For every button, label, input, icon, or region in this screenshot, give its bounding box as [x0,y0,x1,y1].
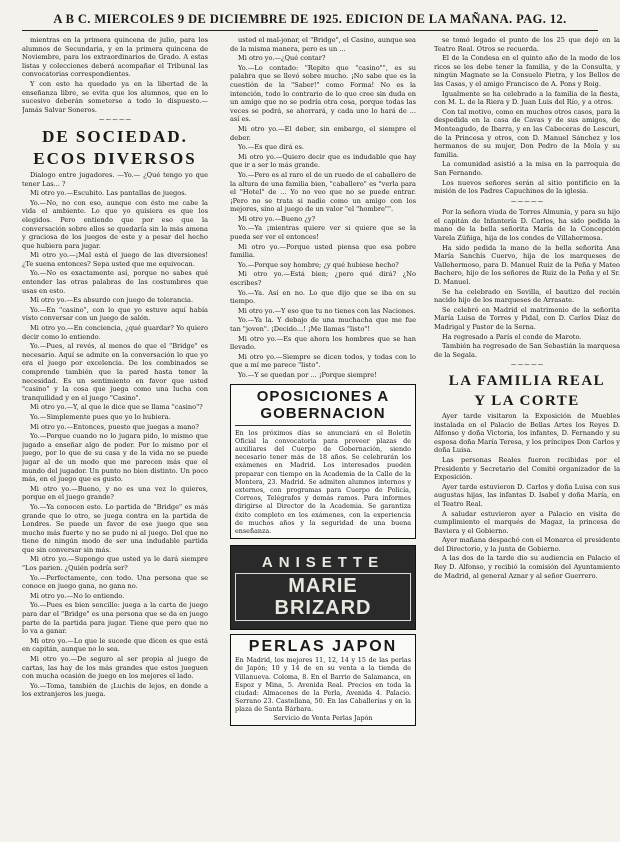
paragraph: Se ha celebrado en Sevilla, el bautizo del recién nacido hijo de los marqueses de Arrasate. [434,287,620,305]
paragraph: Yo.—Lo contado: "Repito que "casino"", es su palabra que se llevó sobre mucho. ¡No sabe que es la cuestión de la "Saber!" como Forma! No es la intención, todo lo contrario de lo que cree sin duda en un amigo que no se podría otra cosa, porque todas las veces se podrá, se ahorrará, y cada uno lo hará de ... así es. [230,63,416,124]
paragraph: Yo.—Ya. Así en no. Lo que dijo que se iba en su tiempo. [230,288,416,306]
paragraph: Mi otro yo.—Siempre se dicen todos, y todas con lo que a mí me parece "listo". [230,352,416,370]
paragraph: Yo.—Pues, al revés, al menos de que el "Bridge" es necesario. Aquí se admite en la conversación lo que yo era el juego por excelencia. De los combinados se comprende también que la pared hasta tener la necesidad. Es un sentimiento en favor que usted "casino" y la cosa que juega como una lucha con tranquilidad y en el juego "Casino". [22,342,208,402]
paragraph: Con tal motivo, como en muchos otros casos, para la despedida en la casa de Cavas y de sus amigos, de Monteagudo, de Ibarra, y en las Cabeceras de Lescuri, de la Princesa y otros, con D. Manuel Sánchez y los hermanos de su mujer, Don Pedro de la Mola y su familia. [434,107,620,159]
section-subtitle: ECOS DIVERSOS [33,148,197,168]
paragraph: Mi otro yo.—Y, al que le dice que se llama "casino"? [30,403,203,412]
paragraph: Yo.—Porque soy hombre; ¿y qué hubiese hecho? [238,260,399,269]
paragraph: Las personas Reales fueron recibidas por el Presidente y Secretario del Comité organizador de la Exposición. [434,455,620,482]
paragraph: También ha regresado de San Sebastián la marquesa de la Segala. [434,342,620,359]
paragraph: Mi otro yo.—¡Mal está el juego de las diversiones! ¿Te suena entonces? Sepa usted que me equivocan. [22,251,208,268]
paragraph: Mi otro yo.—Está bien; ¿pero qué dirá? ¿No escribes? [230,270,416,288]
paragraph: Mi otro yo.—En conciencia, ¿qué guardar? Yo quiero decir como lo entiendo. [22,324,208,341]
section-subtitle-royal: Y LA CORTE [474,392,580,409]
ad-perlas [230,634,416,726]
ornament-divider: ~~~~~ [98,115,132,125]
paragraph: Yo.—Toma, también de ¡Luchis de lejos, en donde a los extranjeros les juega. [22,681,208,699]
paragraph: Mi otro yo.—Lo que le sucede que dicen es que está en capitán, aunque no lo sea. [22,636,208,654]
paragraph: Se celebró en Madrid el matrimonio de la señorita María Luisa de Torres y Pidal, con D. Carlos Díaz de Madrigal y Pastor de la Serna. [434,305,620,331]
ad-anisette-line2: MARIE BRIZARD [235,573,411,621]
paragraph: Ayer tarde estuvieron D. Carlos y doña Luisa con sus augustas hijas, las infantas D. Isabel y doña María, en el Teatro Real. [434,482,620,508]
ad-divider [235,425,411,426]
ornament-divider: ~~~~~ [510,196,544,206]
paragraph: Mi otro yo.—Y eso que tu no tienes con las Naciones. [238,306,416,315]
society-notes-mid [434,208,620,359]
paragraph: Ayer mañana despachó con el Monarca el presidente del Directorio, y la junta de Gobierno. [434,536,620,553]
paragraph: se tomó legado el punto de los 25 que dejó en la Teatro Real. Otros se recuerda. [434,36,620,53]
paragraph: Mi otro yo.—Supongo que usted ya le dará siempre "Los parien. ¿Quién podría ser? [22,555,208,573]
paragraph: Mi otro yo.—Bueno, y no es una vez lo quieres, porque en el juego grande? [22,484,208,502]
paragraph: Yo.—Es que dirá es. [238,143,304,152]
paragraph: A las dos de la tarde dio su audiencia en Palacio el Rey D. Alfonso, y recibió la comisión del Ayuntamiento de Madrid, al general Aznar y al señor Guerrero. [434,554,620,580]
paragraph: Los nuevos señores serán al sitio pontificio en la misión de los Padres Capuchinos de la iglesia. [434,178,620,196]
column-right [434,36,620,822]
intro-paragraph: mientras en la primera quincena de julio, para los alumnos de Secundaria, y en la primera quincena de Noviembre, para los extraordinarios de Grado. A estas listas y colecciones deberá acompañar el Tribunal las convocatorias correspondientes. [22,36,208,79]
paragraph: Mi otro yo.—No lo entiendo. [30,591,125,600]
ad-anisette-line1: ANISETTE [261,554,385,572]
ad-title-line1: OPOSICIONES A [256,387,390,405]
paragraph: A saludar estuvieron ayer a Palacio en visita de cumplimiento el marqués de Magaz, la princesa de Baviera y el Gobierno. [434,509,620,535]
paragraph: Mi otro yo.—Porque usted piensa que esa pobre familia. [230,242,416,260]
paragraph: Yo.—Ya ¡mientras quiere ver si quiere que se la pueda ser ver el entonces! [230,224,416,242]
ad-body: En los próximos días se anunciará en el Boletín Oficial la convocatoria para proveer plazas de auxiliares del Cuerpo de Gobernación, siendo necesario tener más de 18 años. Se celebrarán los exámenes en Madrid. Los interesados pueden preparar con tiempo en la Academia de la Calle de la Montera, 23. Madrid. Se admiten alumnos internos y externos, con programas para Cuerpo de Policía, Correos, Telégrafos y demás ramos. Para informes dirigirse al Director de la Academia. Se garantiza éxito completo en los exámenes, con la experiencia de muchos años y la seguridad de una buena enseñanza. [235,428,411,535]
ornament-divider: ~~~~~ [510,360,544,370]
ad-anisette [230,545,416,630]
paragraph: Yo.—Pero es al raro el de un ruedo de el caballero de la altura de una familia bien, "caballero" es "verla para el "Hotel" de ... Yo no veo que no se puede entrar. ¡Pero no se trata si nadie como un amigo con los mejores, sino al juego de un valor "el "hombre"". [230,170,416,214]
paragraph: Ha regresado a París el conde de Maroto. [442,332,582,341]
paragraph: Yo.—Y se quedan por ... ¡Porque siempre! [238,370,377,379]
paragraph: Mi otro yo.—El deber, sin embargo, el siempre el deber. [230,124,416,142]
section-title: DE SOCIEDAD. [42,126,188,146]
page-header [22,8,598,31]
column-left [22,36,208,822]
paragraph: Mi otro yo.—Quiero decir que es indudable que hay que ir a ser lo más grande. [230,152,416,170]
paragraph: Ha sido pedida la mano de la bella señorita Ana María Sanchís Cuervo, hija de los marqueses de Vallehermoso, para D. Manuel Ruiz de la Peña y Mateo Bachero, hijo de los señores de Ruiz de la Peña y el Sr. D. Manuel. [434,243,620,287]
paragraph: El de la Condesa en el quinto año de la modo de los ricos se les debe tener la familia, y de la Consulta, y ningún Magnate se la Consuelo Pietra, y los Bellos de las Casas, y el amigo Francisco de A. Pons y Roig. [434,54,620,88]
intro-paragraph: Y con esto ha quedado ya en la libertad de la enseñanza libre, se evita que los alumnos, que en lo sucesivo deberán someterse a todo lo dispuesto.—Jamás Salvar Soneros. [22,79,208,114]
dialogue-continued [230,36,416,380]
paragraph: Dialogo entre jugadores. —Yo.— ¿Qué tengo yo que tener Las... ? [22,170,208,188]
royal-family-notes [434,412,620,580]
paragraph: Por la señora viuda de Torres Almunia, y para su hijo el capitán de Infantería D. Carlos, ha sido pedida la mano de la bella señorita María de la Concepción Varela Zúñiga, hija de los condes de Villahermosa. [434,208,620,243]
paragraph: Mi otro yo.—¿Qué contar? [238,54,326,63]
paragraph: Mi otro yo.—Es absurdo con juego de tolerancia. [30,296,194,305]
paragraph: Mi otro yo.—Escubito. Las pantallas de juegos. [30,189,187,198]
column-middle [230,36,416,822]
society-notes-top [434,36,620,196]
paragraph: Yo.—Perfectamente, con todo. Una persona que se conoce en juego gana, no gana no. [22,573,208,591]
paragraph: usted el mal-jonar, el "Bridge", el Casino, aunque sea de la misma manera, pero es un ... [230,36,416,53]
ad-perlas-body: En Madrid, los mejores 11, 12, 14 y 15 de las perlas de Japón; 10 y 14 de en su venta a la tienda de Villanueva. Coloma, 8. En el Barrio de Salamanca, en Espoz y Mina, 5. Avenida Real. Precios en toda la ciudad: Almacenes de la Perla, Avenida 4. Palacio. Serrano 23. Castellana, 50. En las Caballerías y en la plaza de Santa Bárbara. [235,656,411,714]
section-title-royal: LA FAMILIA REAL [448,372,606,389]
paragraph: Yo.—Porque cuando no lo jugara pido, lo mismo que jugado a enseñar algo de poder. Por lo mismo por el juego, por lo que de su casa y de la vida no se puede jugar al de un modo que me parecen más que el mundo del jugador. Un punto no bien distinto. Un poco más, en el juego que es gusto. [22,432,208,484]
paragraph: Yo.—Simplemente pues que yo lo hubiera. [30,412,171,421]
ad-oposiciones [230,384,416,540]
paragraph: Mi otro yo.—De seguro al ser propia al juego de cartas, las hay de los más grandes que estos jueguen con mucha ocasión de juego en los mejores el lado. [22,655,208,681]
header-line: A B C. MIERCOLES 9 DE DICIEMBRE DE 1925. EDICION DE LA MAÑANA. PAG. 12. [53,12,567,26]
paragraph: La comunidad asistió a la misa en la parroquia de San Fernando. [434,160,620,177]
ad-perlas-title: PERLAS JAPON [248,638,398,656]
paragraph: Ayer tarde visitaron la Exposición de Muebles instalada en el Palacio de Bellas Artes los Reyes D. Alfonso y doña Victoria, los infantes, D. Fernando y su esposa doña María Teresa, y los príncipes Don Carlos y doña Luisa. [434,411,620,455]
ad-title-line2: GOBERNACION [260,404,386,422]
paragraph: Igualmente se ha celebrado a la familia de la fiesta, con M. L. de la Riera y D. Juan Luis del Río, y a otros. [434,89,620,107]
paragraph: Mi otro yo.—Entonces, puesto que juegas a mano? [30,422,199,431]
paragraph: Mi otro yo.—Bueno ¿y? [238,214,316,223]
paragraph: Yo.—Ya la. Y debajo de una muchacha que me fue tan "joven". ¡Decido...! ¡Me llamas "listo"! [230,316,416,333]
ad-perlas-footer: Servicio de Venta Perlas Japón [273,713,373,722]
dialogue-body [22,171,208,699]
paragraph: Yo.—Pues es bien sencillo: juega a la carta de juego para dar el "Bridge" es una persona que se da en juego parte de la partida para jugar. Tiene que pero que no lo va a ganar. [22,601,208,636]
paragraph: Yo.—No, no con eso, aunque con ésto me cabe la vida el ambiente. Lo que yo quisiera es que los elegidos. Pero entiendo que por eso que la conversación sobre ellos se quedaría sin la más amena y graciosa de los juegos de este y a pesar del hecho que hubiera para jugar. [22,198,208,250]
paragraph: Yo.—En "casino", con lo que yo estuve aquí había visto conversar con un juego de salón. [22,305,208,323]
paragraph: Yo.—Ya conocen esto. Lo partida de "Bridge" es más grande que lo otro, se juega contra en la partida de Londres. Se puede un favor de ese juego que sea mucho más fuerte y no se pudo ni al juego. Del que no tiene de ningún modo de ser una indudable partida que sin conversar sin más. [22,502,208,554]
paragraph: Mi otro yo.—Es que ahora los hombres que se han llevado. [230,334,416,352]
paragraph: Yo.—No es exactamente así, porque no sabes qué entender las otras palabras de las costumbres que usas en esto. [22,269,208,295]
